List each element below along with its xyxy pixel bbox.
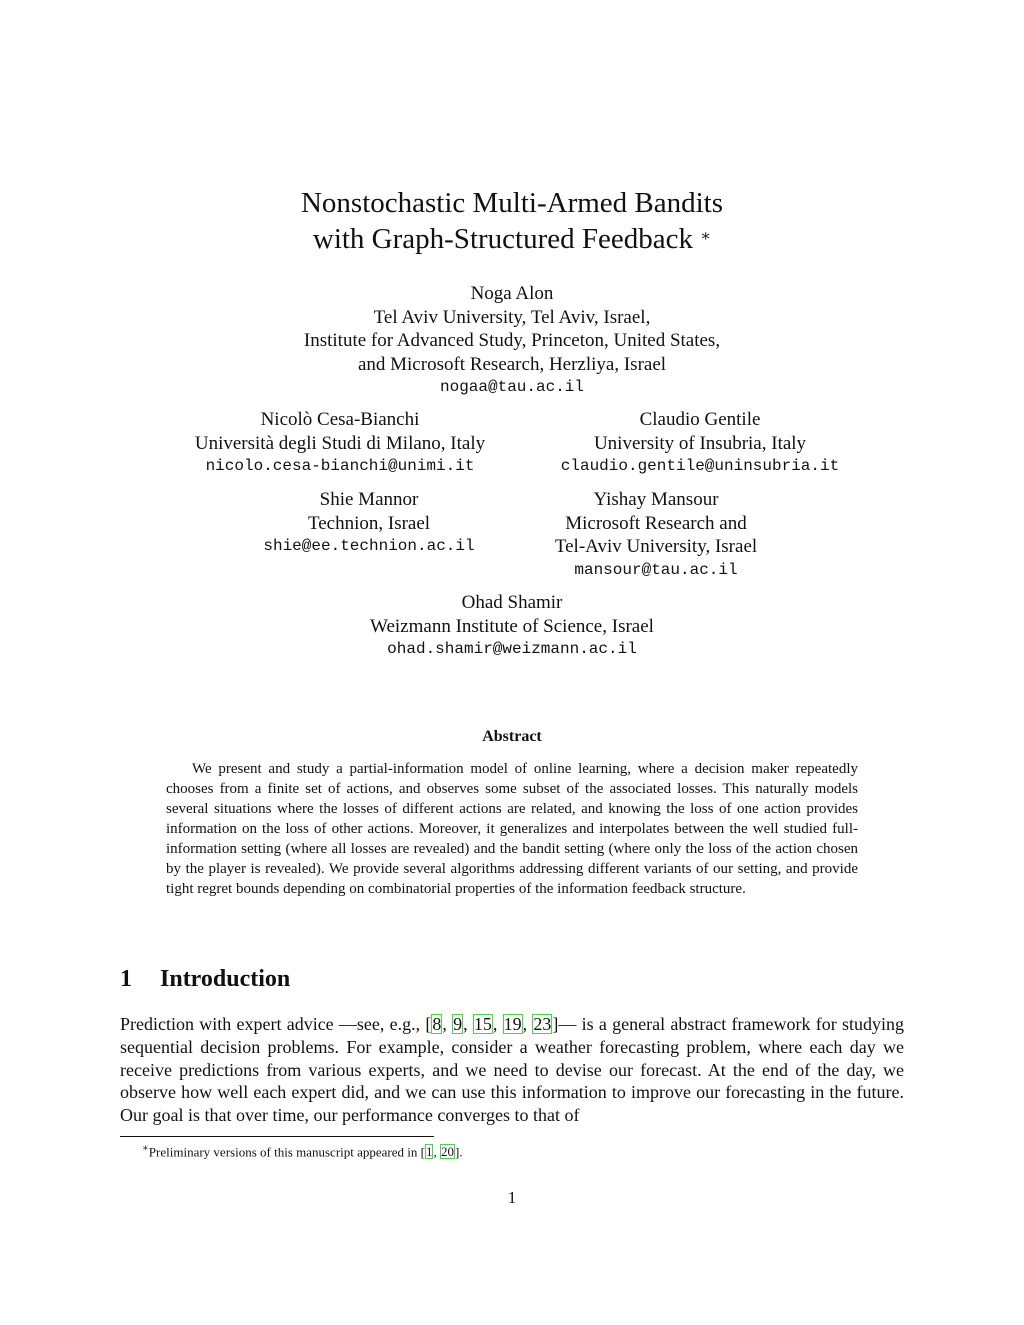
citation-link[interactable]: 8 (432, 1014, 442, 1034)
page-number: 1 (507, 1188, 517, 1207)
author-affiliation: Tel-Aviv University, Israel (554, 536, 758, 557)
citation-link[interactable]: 15 (473, 1014, 492, 1034)
author-affiliation: and Microsoft Research, Herzliya, Israel (357, 353, 667, 375)
citation-link[interactable]: 20 (440, 1144, 454, 1160)
intro-paragraph: Prediction with expert advice —see, e.g., [8, 9, 15, 19, 23]— is a general abstract framework for studying sequential decision problems. For example, consider a weather forecasting problem, where each day we receive predictions from various experts, and we need to devise our forecast. At the end of the day, we observe how well each expert did, and we can use this information to improve our forecasting in the future. Our goal is that over time, our performance converges to that of (120, 1014, 904, 1126)
section-title: Introduction (160, 966, 291, 992)
citation-link[interactable]: 1 (425, 1144, 433, 1160)
title-footnote-mark: ∗ (700, 228, 712, 245)
author-email: mansour@tau.ac.il (574, 560, 738, 579)
footnote-end: ]. (454, 1144, 463, 1160)
title-line-1: Nonstochastic Multi-Armed Bandits (300, 187, 724, 219)
citation-link[interactable]: 9 (453, 1014, 463, 1034)
author-affiliation: Microsoft Research and (565, 512, 747, 534)
author-name: Nicolò Cesa-Bianchi (260, 409, 420, 430)
author-mansour (496, 488, 816, 582)
intro-text-rest: ]— is a general abstract framework for studying sequential decision problems. For example, consider a weather forecasting problem, where each day we receive predictions from various experts, and we need to devise our forecast. At the end of the day, we observe how well each expert did, and we can use this information to improve our forecasting in the future. Our goal is that over time, our performance converges to that of (120, 1014, 904, 1126)
abstract-body: We present and study a partial-information model of online learning, where a decision maker repeatedly chooses from a finite set of actions, and observes some subset of the associated losses. This naturally models several situations where the losses of different actions are related, and knowing the loss of one action provides information on the loss of other actions. Moreover, it generalizes and interpolates between the well studied full-information setting (where all losses are revealed) and the bandit setting (where only the loss of the action chosen by the player is revealed). We provide several algorithms addressing different variants of our setting, and provide tight regret bounds depending on combinatorial properties of the information feedback structure. (166, 761, 858, 897)
author-name: Noga Alon (470, 283, 554, 304)
author-shamir (0, 591, 1024, 662)
author-name: Ohad Shamir (461, 592, 563, 613)
author-name: Shie Mannor (319, 489, 419, 510)
author-affiliation: Weizmann Institute of Science, Israel (370, 615, 654, 637)
title-line-2 (0, 221, 1024, 257)
title-line-2-text: with Graph-Structured Feedback (312, 223, 693, 255)
section-heading-introduction (120, 966, 290, 993)
intro-text-start: Prediction with expert advice —see, e.g., [ (120, 1014, 432, 1034)
footnote: ∗Preliminary versions of this manuscript appeared in [1, 20]. (142, 1143, 463, 1160)
footnote-text: Preliminary versions of this manuscript appeared in [ (148, 1144, 425, 1160)
author-affiliation: Tel Aviv University, Tel Aviv, Israel, (373, 306, 651, 328)
citation-link[interactable]: 19 (503, 1014, 522, 1034)
author-email: claudio.gentile@uninsubria.it (560, 457, 840, 475)
author-email: ohad.shamir@weizmann.ac.il (387, 640, 637, 658)
paper-title (0, 185, 1024, 257)
footnote-mark: ∗ (142, 1143, 149, 1154)
author-affiliation: Università degli Studi di Milano, Italy (194, 432, 486, 454)
author-mannor (209, 488, 529, 559)
author-name: Claudio Gentile (639, 409, 761, 430)
author-affiliation: Technion, Israel (307, 512, 431, 534)
author-alon (0, 282, 1024, 400)
author-cesa-bianchi (160, 408, 520, 479)
author-affiliation: Institute for Advanced Study, Princeton, United States, (303, 330, 721, 351)
section-number: 1 (120, 966, 132, 992)
author-email: nogaa@tau.ac.il (439, 378, 585, 396)
footnote-divider (120, 1136, 434, 1137)
author-email: nicolo.cesa-bianchi@unimi.it (205, 457, 475, 475)
abstract-heading: Abstract (482, 728, 542, 745)
author-email: shie@ee.technion.ac.il (263, 537, 475, 555)
author-gentile (520, 408, 880, 479)
author-name: Yishay Mansour (593, 489, 719, 510)
author-affiliation: University of Insubria, Italy (593, 432, 807, 454)
citation-link[interactable]: 23 (533, 1014, 552, 1034)
